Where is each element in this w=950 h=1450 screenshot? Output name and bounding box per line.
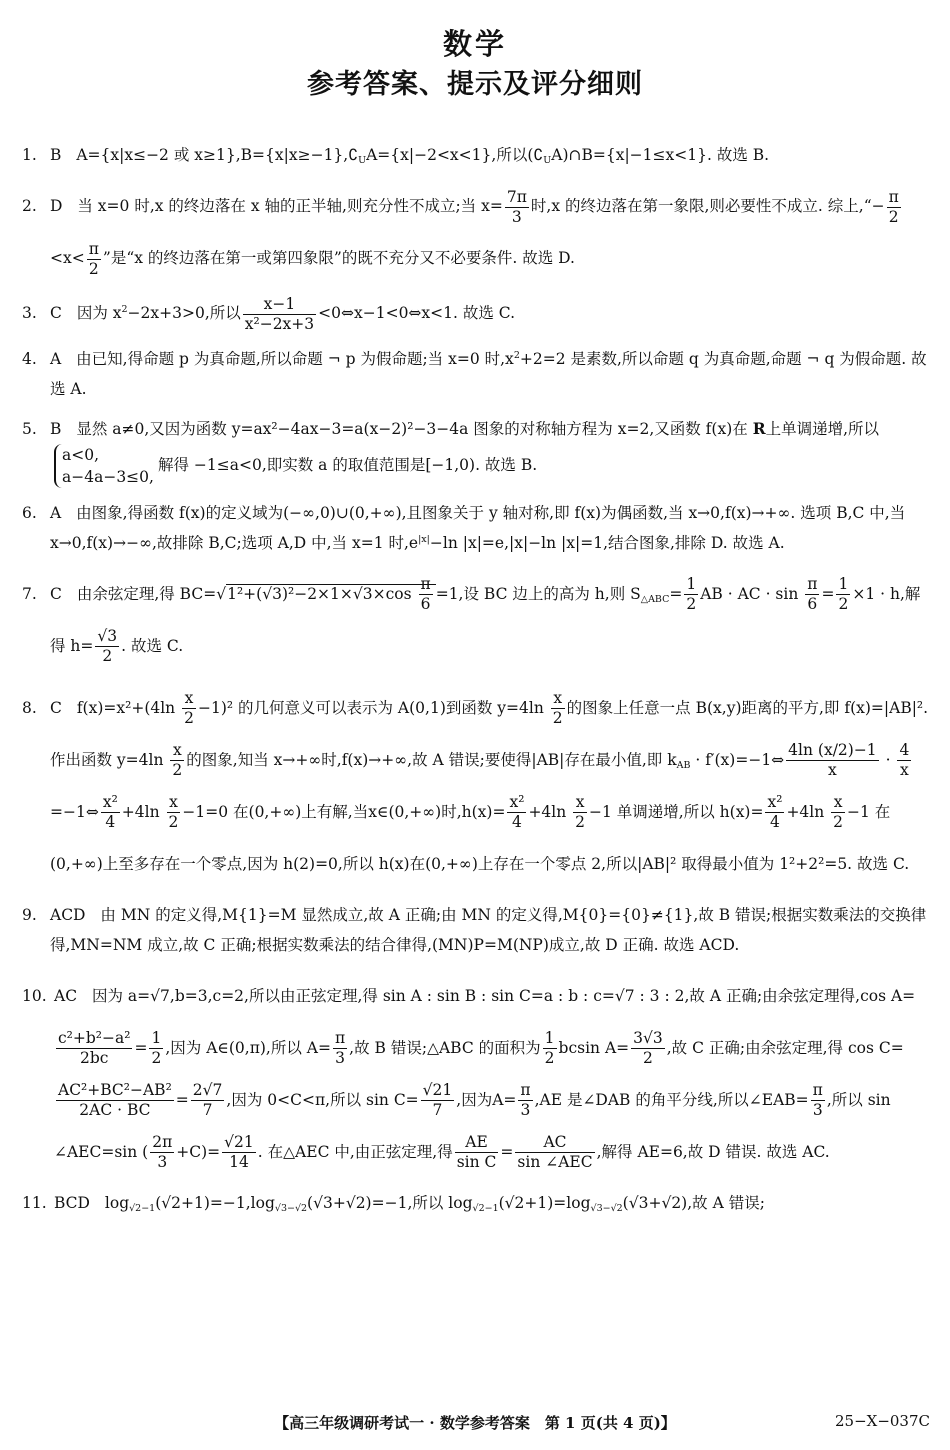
fraction — [182, 689, 196, 728]
fraction — [836, 575, 850, 614]
numerator: π — [520, 1081, 531, 1099]
fraction — [455, 1133, 499, 1172]
explanation-text: =1,设 BC 边上的高为 h,则 S — [435, 584, 641, 603]
explanation-text: A)∩B={x|−1≤x<1}. 故选 B. — [551, 146, 770, 164]
numerator: π — [812, 1081, 823, 1099]
explanation-text: <0⇔x−1<0⇔x<1. 故选 C. — [318, 304, 516, 322]
answer-choice: ACD — [50, 905, 86, 924]
explanation-text: ”是“x 的终边落在第一或第四象限”的既不充分又不必要条件. 故选 D. — [102, 249, 575, 267]
explanation-text: −1 在(0,+∞)上至多存在一个零点,因为 h(2)=0,所以 h(x)在(0,+∞)上存在一个零点 2,所以|AB|² 取得最小值为 1²+2²=5. 故选 C. — [50, 802, 910, 873]
numerator: π — [888, 187, 899, 206]
numerator: AC — [515, 1133, 594, 1153]
explanation-text: +2=2 是素数,所以命题 q 为真命题,命题 ¬ q 为假命题. 故选 A. — [50, 349, 927, 398]
explanation-text: (√3+√2)=−1,所以 log — [307, 1193, 473, 1212]
question-number: 1. — [22, 146, 37, 164]
explanation-text: (√2+1)=log — [498, 1193, 591, 1212]
numerator: AE — [455, 1133, 499, 1153]
denominator: 6 — [807, 595, 818, 613]
explanation-text: 的图象,知当 x→+∞时,f(x)→+∞,故 A 错误;要使得|AB|存在最小值,即 k — [186, 750, 677, 769]
explanation-text: =−1⇔ — [50, 802, 99, 821]
fraction — [551, 689, 565, 728]
question-5 — [22, 414, 934, 488]
question-2 — [22, 180, 934, 284]
answer-choice: C — [50, 698, 62, 717]
fraction — [95, 627, 119, 666]
fraction — [631, 1029, 665, 1068]
denominator: 2 — [552, 709, 563, 727]
footer-title: 【高三年级调研考试一 · 数学参考答案 第 1 页(共 4 页)】 — [274, 1414, 676, 1432]
denominator: 2 — [151, 1049, 162, 1067]
numerator: 1 — [686, 575, 697, 593]
numerator: √21 — [224, 1133, 254, 1151]
answer-choice: C — [50, 584, 62, 603]
fraction — [101, 793, 120, 832]
numerator: 2√7 — [192, 1081, 223, 1099]
question-6 — [22, 498, 934, 558]
question-1 — [22, 140, 934, 170]
fraction — [243, 295, 316, 334]
explanation-text: · f′(x)=−1⇔ — [690, 750, 785, 769]
explanation-text: +4ln — [786, 802, 830, 821]
explanation-text: 由图象,得函数 f(x)的定义域为(−∞,0)∪(0,+∞),且图象关于 y 轴对称,即 f(x)为偶函数,当 x→0,f(x)→+∞. 选项 B,C 中,当 x→0,f(x)→−∞,故排除 B,C;选项 A,D 中,当 x=1 时,e — [50, 503, 906, 552]
numerator: x — [182, 689, 196, 709]
explanation-text: f(x)=x²+(4ln — [76, 698, 181, 717]
explanation-text: ,解得 AE=6,故 D 错误. 故选 AC. — [596, 1142, 830, 1161]
denominator: 2 — [168, 813, 179, 831]
question-3 — [22, 294, 934, 334]
numerator: c²+b²−a² — [58, 1029, 131, 1047]
fraction — [811, 1081, 825, 1120]
explanation-text: 因为 x — [76, 304, 122, 322]
explanation-text: . 在△AEC 中,由正弦定理,得 — [257, 1142, 453, 1161]
question-number: 11. — [22, 1193, 47, 1212]
subscript: U — [358, 155, 367, 166]
denominator: 2 — [102, 647, 113, 665]
answer-choice: C — [50, 304, 62, 322]
radicand-text: 1²+(√3)²−2×1×√3×cos — [227, 584, 417, 603]
fraction — [149, 1029, 163, 1068]
question-8 — [22, 682, 934, 890]
fraction — [56, 1029, 132, 1068]
fraction — [887, 188, 901, 227]
question-number: 9. — [22, 905, 37, 924]
explanation-text: ,因为 A∈(0,π),所以 A= — [165, 1038, 331, 1057]
question-number: 3. — [22, 304, 37, 322]
numerator: 4ln (x/2)−1 — [788, 741, 877, 759]
explanation-text: −ln |x|=e,|x|−ln |x|=1,结合图象,排除 D. 故选 A. — [429, 533, 785, 552]
answer-choice: A — [50, 349, 62, 368]
explanation-text: = — [500, 1142, 514, 1161]
numerator: π — [88, 239, 99, 258]
question-11 — [22, 1188, 934, 1218]
explanation-text: −2x+3>0,所以 — [127, 304, 241, 322]
denominator: 2AC · BC — [79, 1101, 151, 1119]
numerator: x−1 — [243, 295, 316, 315]
numerator: π — [807, 575, 818, 593]
denominator: sin ∠AEC — [517, 1153, 593, 1171]
explanation-text: +4ln — [121, 802, 165, 821]
explanation-text: <x< — [50, 249, 85, 267]
denominator: 3 — [812, 1101, 823, 1119]
fraction — [518, 1081, 532, 1120]
question-number: 6. — [22, 503, 37, 522]
page-subtitle: 参考答案、提示及评分细则 — [307, 69, 643, 100]
fraction — [805, 575, 819, 614]
numerator: 4 — [899, 741, 910, 759]
fraction — [684, 575, 698, 614]
explanation-text: ,故 B 错误;△ABC 的面积为 — [349, 1038, 541, 1057]
fraction — [543, 1029, 557, 1068]
answer-choice: AC — [54, 986, 78, 1005]
page-footer — [0, 1410, 950, 1436]
denominator: 4 — [512, 813, 522, 831]
explanation-text: 当 x=0 时,x 的终边落在 x 轴的正半轴,则充分性不成立;当 x= — [77, 197, 503, 215]
question-10 — [22, 970, 934, 1178]
denominator: 2 — [575, 813, 586, 831]
numerator: x — [551, 689, 565, 709]
radical-sign: √ — [216, 584, 227, 603]
explanation-text: log — [104, 1193, 130, 1212]
subscript: △ABC — [640, 593, 670, 605]
page-title: 数学 — [442, 27, 507, 61]
title-block — [0, 26, 950, 104]
fraction — [421, 1081, 455, 1120]
denominator: 2 — [838, 595, 849, 613]
explanation-text: A={x|−2<x<1},所以(∁ — [366, 146, 544, 164]
answer-choice: D — [50, 197, 63, 215]
fraction — [167, 793, 181, 832]
answer-list — [22, 140, 934, 1228]
explanation-text: ,所以 sin ∠AEC=sin ( — [54, 1090, 891, 1161]
question-number: 8. — [22, 698, 37, 717]
denominator: 3 — [511, 207, 522, 226]
fraction — [170, 741, 184, 780]
fraction — [786, 741, 879, 780]
explanation-text: (√2+1)=−1,log — [155, 1193, 275, 1212]
explanation-text: . 故选 C. — [121, 636, 184, 655]
numerator: 1 — [838, 575, 849, 593]
question-4 — [22, 344, 934, 404]
case-line: a−4a−3≤0, — [62, 467, 154, 486]
question-7 — [22, 568, 934, 672]
numerator: 2π — [152, 1133, 173, 1151]
fraction — [515, 1133, 594, 1172]
superscript: |x| — [418, 533, 430, 545]
numerator: 7π — [506, 187, 527, 206]
explanation-text: 由余弦定理,得 BC= — [76, 584, 217, 603]
denominator: sin C — [456, 1153, 497, 1171]
explanation-text: 由已知,得命题 p 为真命题,所以命题 ¬ p 为假命题;当 x=0 时,x — [76, 349, 514, 368]
denominator: 2 — [172, 761, 183, 779]
explanation-text: ,故 C 正确;由余弦定理,得 cos C= — [666, 1038, 904, 1057]
answer-choice: A — [50, 503, 62, 522]
fraction — [222, 1133, 256, 1172]
reals-symbol: R — [752, 418, 766, 438]
subscript: AB — [676, 759, 691, 771]
explanation-text: 上单调递增,所以 — [765, 419, 880, 438]
numerator: x — [167, 793, 181, 813]
explanation-text: 时,x 的终边落在第一象限,则必要性不成立. 综上,“− — [530, 197, 885, 215]
fraction — [333, 1029, 347, 1068]
fraction — [87, 240, 101, 279]
explanation-text: 解得 −1≤a<0,即实数 a 的取值范围是[−1,0). 故选 B. — [157, 455, 538, 474]
numerator: x — [831, 793, 845, 813]
explanation-text: +4ln — [528, 802, 572, 821]
denominator: 3 — [157, 1153, 168, 1171]
denominator: 2 — [888, 207, 899, 226]
explanation-text: ,因为A= — [456, 1090, 517, 1109]
explanation-text: ,因为 0<C<π,所以 sin C= — [226, 1090, 419, 1109]
numerator: √21 — [422, 1081, 453, 1099]
denominator: 2bc — [80, 1049, 109, 1067]
numerator: x² — [509, 793, 525, 811]
explanation-text: 因为 a=√7,b=3,c=2,所以由正弦定理,得 sin A : sin B : sin C=a : b : c=√7 : 3 : 2,故 A 正确;由余弦定理得,cos A= — [92, 986, 916, 1005]
denominator: 2 — [88, 259, 99, 278]
answer-choice: B — [50, 146, 62, 164]
explanation-text: = — [821, 584, 835, 603]
fraction — [507, 793, 526, 832]
explanation-text: +C)= — [176, 1142, 221, 1161]
denominator: 2 — [833, 813, 844, 831]
explanation-text: −1 单调递增,所以 h(x)= — [589, 802, 764, 821]
numerator: π — [334, 1029, 346, 1047]
superscript: 2 — [513, 349, 520, 361]
question-9 — [22, 900, 934, 960]
denominator: 7 — [202, 1101, 213, 1119]
question-number: 7. — [22, 584, 37, 603]
denominator: 2 — [544, 1049, 555, 1067]
numerator: 1 — [151, 1029, 162, 1047]
question-number: 4. — [22, 349, 37, 368]
question-number: 10. — [22, 986, 47, 1005]
numerator: 3√3 — [633, 1029, 663, 1047]
denominator: 4 — [770, 813, 780, 831]
answer-choice: BCD — [54, 1193, 90, 1212]
numerator: x² — [102, 793, 118, 811]
denominator: 2 — [643, 1049, 653, 1067]
fraction — [419, 575, 433, 614]
fraction — [150, 1133, 174, 1172]
denominator: 3 — [520, 1101, 531, 1119]
denominator: 6 — [420, 595, 431, 613]
explanation-text: (√3+√2),故 A 错误; — [622, 1193, 765, 1212]
case-system — [54, 444, 154, 488]
numerator: x² — [767, 793, 783, 811]
subscript: √2−1 — [472, 1202, 499, 1214]
denominator: x — [828, 761, 837, 779]
superscript: 2 — [121, 304, 128, 315]
explanation-text: 由 MN 的定义得,M{1}=M 显然成立,故 A 正确;由 MN 的定义得,M{0}={0}≠{1},故 B 错误;根据实数乘法的交换律得,MN=NM 成立,故 C 正确;根据实数乘法的结合律得,(MN)P=M(NP)成立,故 D 正确. 故选 ACD. — [50, 905, 927, 954]
radicand — [226, 575, 436, 613]
explanation-text: = — [175, 1090, 189, 1109]
subscript: √2−1 — [129, 1202, 156, 1214]
explanation-text: = — [134, 1038, 148, 1057]
denominator: 2 — [184, 709, 194, 727]
denominator: 4 — [105, 813, 116, 831]
answer-choice: B — [50, 419, 62, 438]
fraction — [56, 1081, 174, 1120]
subscript: √3−√2 — [590, 1202, 623, 1214]
explanation-text: = — [669, 584, 683, 603]
explanation-text: A={x|x≤−2 或 x≥1},B={x|x≥−1},∁ — [76, 146, 359, 164]
case-line: a<0, — [62, 445, 100, 464]
denominator: 14 — [229, 1153, 249, 1171]
explanation-text: ,AE 是∠DAB 的角平分线,所以∠EAB= — [534, 1090, 809, 1109]
question-number: 5. — [22, 419, 37, 438]
fraction — [831, 793, 845, 832]
fraction — [897, 741, 911, 780]
numerator: 1 — [544, 1029, 555, 1047]
denominator: x — [900, 761, 909, 779]
subscript: √3−√2 — [274, 1202, 308, 1214]
fraction — [191, 1081, 225, 1120]
numerator: x — [170, 741, 184, 761]
explanation-text: −1)² 的几何意义可以表示为 A(0,1)到函数 y=4ln — [197, 698, 549, 717]
denominator: x²−2x+3 — [244, 314, 315, 333]
numerator: x — [573, 793, 587, 813]
fraction — [505, 188, 529, 227]
explanation-text: · — [880, 750, 896, 769]
explanation-text: 的图象上任意一点 B(x,y)距离的平方,即 f(x)=|AB|². 作出函数 y=4ln — [50, 698, 929, 769]
footer-code: 25−X−037C — [834, 1412, 930, 1430]
explanation-text: bcsin A= — [558, 1038, 630, 1057]
denominator: 2 — [686, 595, 697, 613]
explanation-text: AB · AC · sin — [700, 584, 804, 603]
explanation-text: 显然 a≠0,又因为函数 y=ax²−4ax−3=a(x−2)²−3−4a 图象的对称轴方程为 x=2,又函数 f(x)在 — [76, 419, 748, 438]
numerator: √3 — [97, 627, 118, 645]
explanation-text: ×1 · h,解得 h= — [50, 584, 921, 655]
question-number: 2. — [22, 197, 37, 215]
subscript: U — [543, 155, 552, 166]
explanation-text: −1=0 在(0,+∞)上有解,当x∈(0,+∞)时,h(x)= — [182, 802, 506, 821]
numerator: AC²+BC²−AB² — [58, 1081, 172, 1099]
fraction — [765, 793, 784, 832]
fraction — [573, 793, 587, 832]
numerator: π — [420, 575, 431, 593]
denominator: 7 — [432, 1101, 443, 1119]
denominator: 3 — [335, 1049, 346, 1067]
